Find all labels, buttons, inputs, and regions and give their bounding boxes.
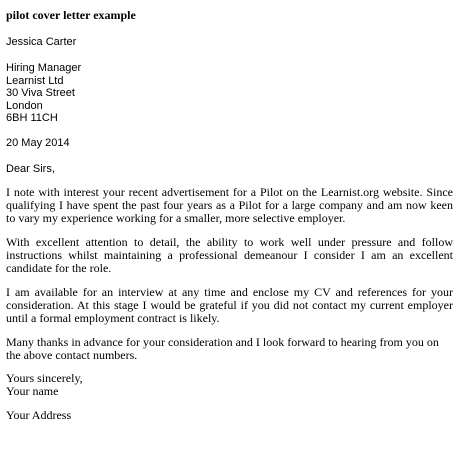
body-paragraph: I am available for an interview at any time and enclose my CV and references for your consideration. At this stage I would be grateful if you did not contact my current employer until a formal employment contract is likely. — [6, 285, 453, 326]
recipient-line: Learnist Ltd — [6, 74, 64, 87]
recipient-line: Hiring Manager — [6, 62, 82, 75]
body-paragraph: I note with interest your recent advertisement for a Pilot on the Learnist.org website. Since qualifying I have spent the past four years as a Pilot for a large company and am now keen to vary my experience working for a smaller, more selective employer. — [6, 185, 453, 226]
body-paragraph: With excellent attention to detail, the ability to work well under pressure and follow instructions whilst maintaining a professional demeanour I consider I am an excellent candidate for the role. — [6, 235, 453, 276]
recipient-line: 30 Viva Street — [6, 87, 75, 100]
document-title: pilot cover letter example — [6, 8, 136, 22]
closing-block — [6, 372, 453, 398]
closing-signoff: Yours sincerely, — [6, 371, 83, 386]
recipient-address-block — [6, 62, 453, 124]
letter-document — [6, 0, 453, 422]
sender-name: Jessica Carter — [6, 36, 77, 48]
salutation: Dear Sirs, — [6, 162, 55, 175]
body-paragraph: Many thanks in advance for your consideration and I look forward to hearing from you on the above contact numbers. — [6, 335, 439, 363]
recipient-line: London — [6, 99, 43, 112]
recipient-line: 6BH 11CH — [6, 112, 58, 125]
letter-date: 20 May 2014 — [6, 137, 70, 150]
sender-address-placeholder: Your Address — [6, 408, 72, 423]
closing-name: Your name — [6, 384, 59, 399]
